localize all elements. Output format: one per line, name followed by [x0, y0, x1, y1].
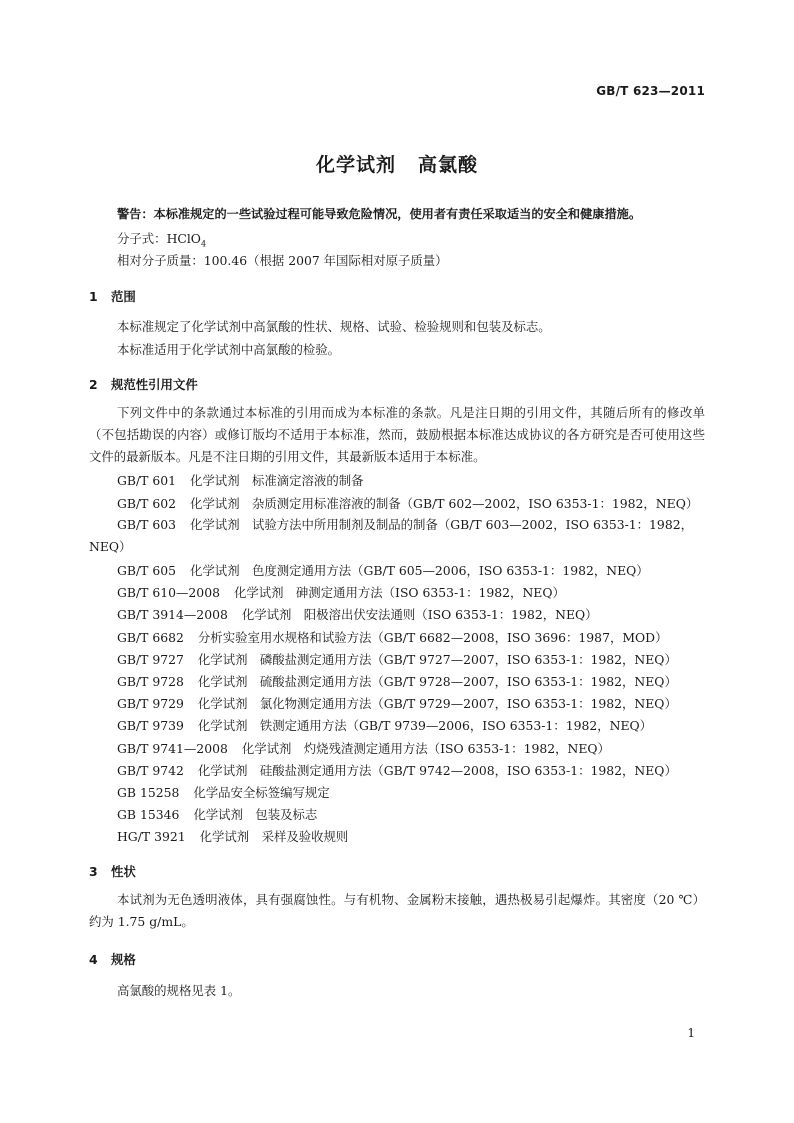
reference-title: 化学试剂 阳极溶出伏安法通则（ISO 6353-1：1982，NEQ）: [241, 607, 598, 622]
section-title: 规范性引用文件: [111, 377, 198, 392]
molecular-formula: [117, 231, 206, 252]
standard-code: GB/T 623—2011: [596, 84, 705, 98]
reference-code: GB/T 6682: [117, 630, 184, 645]
reference-code: GB/T 603: [117, 517, 177, 532]
reference-item: [117, 473, 364, 489]
formula-subscript: 4: [200, 239, 207, 249]
reference-code: GB/T 610—2008: [117, 585, 220, 600]
reference-item: [117, 763, 677, 779]
reference-item: [117, 630, 668, 646]
reference-item: [117, 741, 610, 757]
reference-title: 化学试剂 包装及标志: [193, 807, 318, 822]
reference-item: [89, 514, 705, 558]
reference-title: 化学试剂 标准滴定溶液的制备: [190, 473, 364, 488]
section-1-paragraph-2: 本标准适用于化学试剂中高氯酸的检验。: [117, 342, 341, 357]
section-number: 1: [89, 289, 98, 304]
reference-title: 化学试剂 杂质测定用标准溶液的制备（GB/T 602—2002，ISO 6353-1：1982，NEQ）: [190, 496, 699, 511]
reference-item: [117, 829, 348, 845]
reference-title: 化学试剂 硅酸盐测定通用方法（GB/T 9742—2008，ISO 6353-1：1982，NEQ）: [197, 763, 677, 778]
reference-code: HG/T 3921: [117, 829, 186, 844]
section-2-intro: 下列文件中的条款通过本标准的引用而成为本标准的条款。凡是注日期的引用文件，其随后所有的修改单（不包括勘误的内容）或修订版均不适用于本标准，然而，鼓励根据本标准达成协议的各方研究是否可使用这些文件的最新版本。凡是不注日期的引用文件，其最新版本适用于本标准。: [89, 405, 705, 464]
formula-label: 分子式：: [117, 231, 167, 246]
reference-item: [117, 607, 598, 623]
reference-title: 化学试剂 灼烧残渣测定通用方法（ISO 6353-1：1982，NEQ）: [241, 741, 610, 756]
reference-code: GB/T 9727: [117, 652, 184, 667]
reference-item: [117, 785, 330, 801]
section-1-paragraph-1: 本标准规定了化学试剂中高氯酸的性状、规格、试验、检验规则和包装及标志。: [117, 319, 551, 334]
reference-code: GB/T 9729: [117, 696, 184, 711]
reference-item: [117, 585, 565, 601]
section-number: 4: [89, 952, 98, 967]
reference-code: GB/T 605: [117, 563, 177, 578]
title-part-2: 高氯酸: [418, 154, 479, 176]
page-number: 1: [687, 1026, 695, 1040]
formula-value: HClO: [166, 231, 201, 246]
reference-code: GB 15258: [117, 785, 180, 800]
warning-text: 警告：本标准规定的一些试验过程可能导致危险情况，使用者有责任采取适当的安全和健康措施。: [117, 207, 642, 221]
reference-code: GB/T 9739: [117, 718, 184, 733]
reference-code: GB/T 602: [117, 496, 177, 511]
reference-title: 化学试剂 采样及验收规则: [199, 829, 349, 844]
section-number: 2: [89, 377, 98, 392]
section-3-paragraph: 本试剂为无色透明液体，具有强腐蚀性。与有机物、金属粉末接触，遇热极易引起爆炸。其密度（20 ℃）约为 1.75 g/mL。: [89, 892, 705, 929]
reference-item: [117, 652, 677, 668]
section-3-heading: [89, 862, 136, 880]
reference-item: [117, 718, 652, 734]
reference-title: 化学试剂 氯化物测定通用方法（GB/T 9729—2007，ISO 6353-1：1982，NEQ）: [197, 696, 677, 711]
reference-code: GB/T 9728: [117, 674, 184, 689]
reference-title: 化学试剂 磷酸盐测定通用方法（GB/T 9727—2007，ISO 6353-1：1982，NEQ）: [197, 652, 677, 667]
reference-title: 化学试剂 砷测定通用方法（ISO 6353-1：1982，NEQ）: [233, 585, 565, 600]
section-title: 规格: [111, 952, 136, 967]
reference-code: GB/T 3914—2008: [117, 607, 228, 622]
reference-title: 分析实验室用水规格和试验方法（GB/T 6682—2008，ISO 3696：1987，MOD）: [197, 630, 668, 645]
section-1-heading: [89, 287, 136, 305]
molecular-mass: 相对分子质量：100.46（根据 2007 年国际相对原子质量）: [117, 253, 448, 268]
reference-item: [117, 807, 317, 823]
reference-title: 化学试剂 铁测定通用方法（GB/T 9739—2006，ISO 6353-1：1982，NEQ）: [197, 718, 653, 733]
section-number: 3: [89, 864, 98, 879]
reference-title: 化学试剂 硫酸盐测定通用方法（GB/T 9728—2007，ISO 6353-1：1982，NEQ）: [197, 674, 677, 689]
reference-code: GB/T 601: [117, 473, 177, 488]
reference-code: GB/T 9741—2008: [117, 741, 228, 756]
reference-item: [117, 674, 677, 690]
reference-code: GB 15346: [117, 807, 180, 822]
reference-code: GB/T 9742: [117, 763, 184, 778]
document-title: [0, 150, 794, 177]
reference-item: [117, 496, 698, 512]
reference-title: 化学试剂 色度测定通用方法（GB/T 605—2006，ISO 6353-1：1982，NEQ）: [190, 563, 649, 578]
reference-title: 化学试剂 试验方法中所用制剂及制品的制备（GB/T 603—2002，ISO 6353-1：1982，NEQ）: [89, 517, 693, 554]
section-4-heading: [89, 950, 136, 968]
section-4-paragraph: 高氯酸的规格见表 1。: [117, 983, 241, 998]
reference-item: [117, 696, 677, 712]
section-2-heading: [89, 375, 198, 393]
reference-title: 化学品安全标签编写规定: [193, 785, 330, 800]
section-title: 范围: [111, 289, 136, 304]
section-title: 性状: [111, 864, 136, 879]
title-part-1: 化学试剂: [315, 154, 396, 176]
reference-item: [117, 563, 649, 579]
